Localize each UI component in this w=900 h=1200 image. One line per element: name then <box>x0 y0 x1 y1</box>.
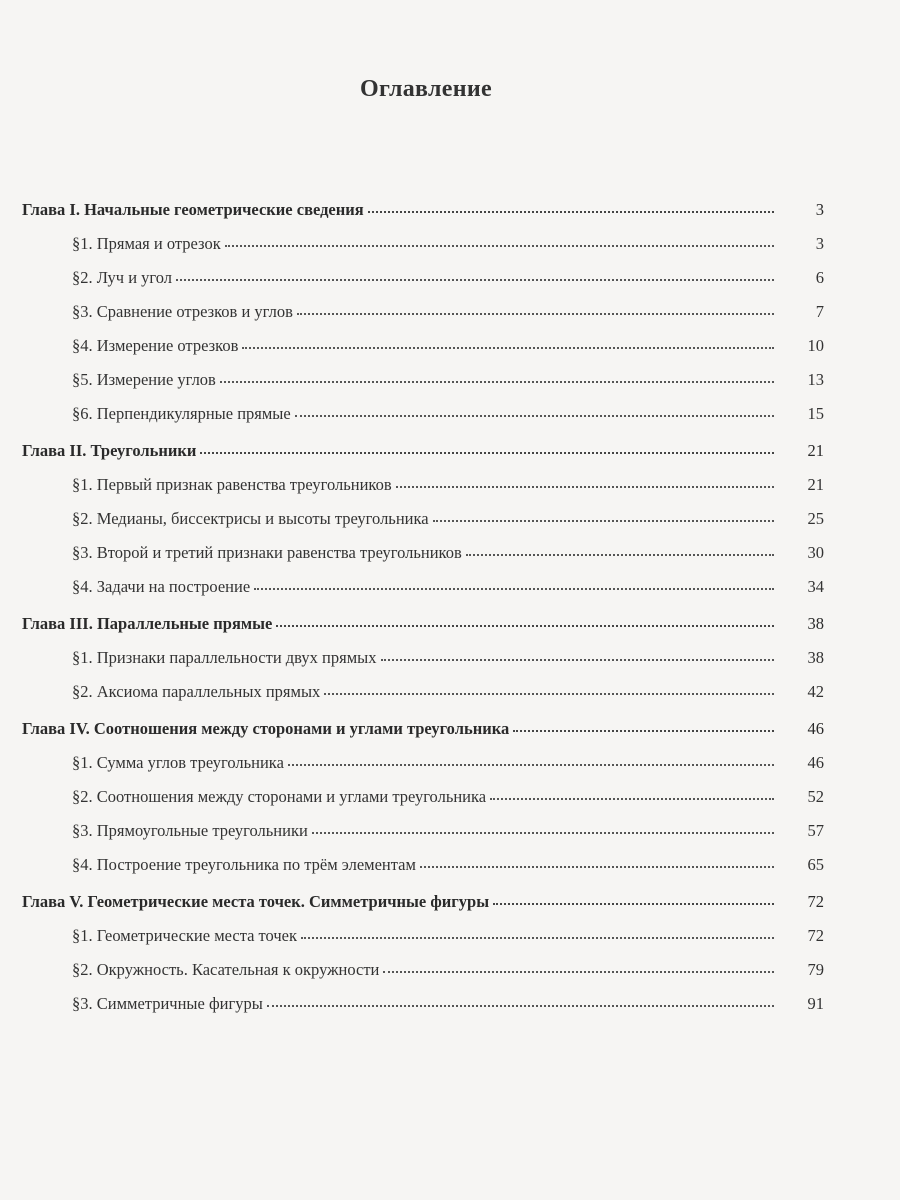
dot-leader <box>490 797 774 800</box>
toc-section-entry[interactable] <box>22 227 824 261</box>
toc-section-entry[interactable] <box>22 363 824 397</box>
toc-entry-label: §2. Луч и угол <box>72 268 173 287</box>
dot-leader <box>381 658 775 661</box>
dot-leader <box>466 553 774 556</box>
toc-page-number: 10 <box>807 336 824 355</box>
toc-page-number: 6 <box>815 268 824 287</box>
toc-page-number: 21 <box>807 441 824 460</box>
toc-entry-label: §1. Сумма углов треугольника <box>72 753 284 772</box>
toc-page-number: 46 <box>807 753 824 772</box>
toc-page-number: 57 <box>807 821 824 840</box>
toc-chapter-entry[interactable] <box>22 885 824 919</box>
dot-leader <box>493 902 774 905</box>
toc-page-number: 25 <box>807 509 824 528</box>
toc-entry-label: §3. Второй и третий признаки равенства треугольников <box>72 543 462 562</box>
toc-chapter-entry[interactable] <box>22 607 824 641</box>
toc-section-entry[interactable] <box>22 919 824 953</box>
toc-section-entry[interactable] <box>22 675 824 709</box>
toc-page-number: 46 <box>807 719 824 738</box>
toc-entry-label: §4. Измерение отрезков <box>72 336 239 355</box>
toc-section-entry[interactable] <box>22 570 824 604</box>
toc-entry-label: §2. Окружность. Касательная к окружности <box>72 960 380 979</box>
dot-leader <box>176 278 774 281</box>
toc-entry-label: Глава II. Треугольники <box>22 441 197 460</box>
toc-entry-label: §4. Построение треугольника по трём элементам <box>72 855 416 874</box>
dot-leader <box>513 729 774 732</box>
toc-section-entry[interactable] <box>22 746 824 780</box>
toc-chapter-entry[interactable] <box>22 434 824 468</box>
toc-section-entry[interactable] <box>22 468 824 502</box>
toc-page-number: 38 <box>807 648 824 667</box>
dot-leader <box>242 346 774 349</box>
toc-chapter-entry[interactable] <box>22 193 824 227</box>
toc-page-number: 72 <box>807 926 824 945</box>
toc-entry-label: §1. Признаки параллельности двух прямых <box>72 648 377 667</box>
toc-entry-label: §3. Прямоугольные треугольники <box>72 821 308 840</box>
dot-leader <box>383 970 774 973</box>
toc-entry-label: §2. Соотношения между сторонами и углами треугольника <box>72 787 487 806</box>
toc-page-number: 52 <box>807 787 824 806</box>
toc-entry-label: Глава V. Геометрические места точек. Симметричные фигуры <box>22 892 490 911</box>
toc-entry-label: §2. Медианы, биссектрисы и высоты треугольника <box>72 509 429 528</box>
toc-section-entry[interactable] <box>22 502 824 536</box>
toc-page-number: 3 <box>815 234 824 253</box>
toc-page-number: 13 <box>807 370 824 389</box>
toc-page-number: 65 <box>807 855 824 874</box>
dot-leader <box>254 587 774 590</box>
toc-page-number: 15 <box>807 404 824 423</box>
toc-entry-label: Глава III. Параллельные прямые <box>22 614 273 633</box>
toc-page-number: 30 <box>807 543 824 562</box>
toc-page-number: 79 <box>807 960 824 979</box>
toc-section-entry[interactable] <box>22 641 824 675</box>
toc-section-entry[interactable] <box>22 397 824 431</box>
toc-entry-label: §5. Измерение углов <box>72 370 216 389</box>
table-of-contents <box>22 193 824 1021</box>
toc-entry-label: §3. Сравнение отрезков и углов <box>72 302 293 321</box>
dot-leader <box>420 865 774 868</box>
toc-page-number: 3 <box>815 200 824 219</box>
dot-leader <box>368 210 774 213</box>
toc-section-entry[interactable] <box>22 987 824 1021</box>
toc-entry-label: §6. Перпендикулярные прямые <box>72 404 291 423</box>
toc-section-entry[interactable] <box>22 295 824 329</box>
toc-section-entry[interactable] <box>22 780 824 814</box>
dot-leader <box>396 485 774 488</box>
toc-entry-label: Глава I. Начальные геометрические сведения <box>22 200 364 219</box>
toc-page-number: 42 <box>807 682 824 701</box>
dot-leader <box>225 244 774 247</box>
toc-section-entry[interactable] <box>22 848 824 882</box>
dot-leader <box>297 312 774 315</box>
page-title: Оглавление <box>360 76 492 102</box>
toc-entry-label: §1. Геометрические места точек <box>72 926 298 945</box>
toc-chapter-entry[interactable] <box>22 712 824 746</box>
dot-leader <box>276 624 774 627</box>
toc-page-number: 91 <box>807 994 824 1013</box>
toc-entry-label: §3. Симметричные фигуры <box>72 994 263 1013</box>
toc-entry-label: §4. Задачи на построение <box>72 577 251 596</box>
dot-leader <box>301 936 774 939</box>
toc-entry-label: §2. Аксиома параллельных прямых <box>72 682 321 701</box>
toc-entry-label: Глава IV. Соотношения между сторонами и углами треугольника <box>22 719 510 738</box>
dot-leader <box>200 451 774 454</box>
toc-section-entry[interactable] <box>22 536 824 570</box>
toc-section-entry[interactable] <box>22 329 824 363</box>
dot-leader <box>267 1004 774 1007</box>
dot-leader <box>324 692 774 695</box>
toc-entry-label: §1. Прямая и отрезок <box>72 234 221 253</box>
dot-leader <box>288 763 774 766</box>
toc-page-number: 7 <box>815 302 824 321</box>
dot-leader <box>312 831 774 834</box>
toc-section-entry[interactable] <box>22 814 824 848</box>
toc-section-entry[interactable] <box>22 953 824 987</box>
toc-page-number: 34 <box>807 577 824 596</box>
dot-leader <box>220 380 774 383</box>
dot-leader <box>295 414 774 417</box>
toc-page-number: 38 <box>807 614 824 633</box>
toc-page-number: 72 <box>807 892 824 911</box>
dot-leader <box>433 519 774 522</box>
toc-section-entry[interactable] <box>22 261 824 295</box>
toc-entry-label: §1. Первый признак равенства треугольников <box>72 475 392 494</box>
toc-page-number: 21 <box>807 475 824 494</box>
